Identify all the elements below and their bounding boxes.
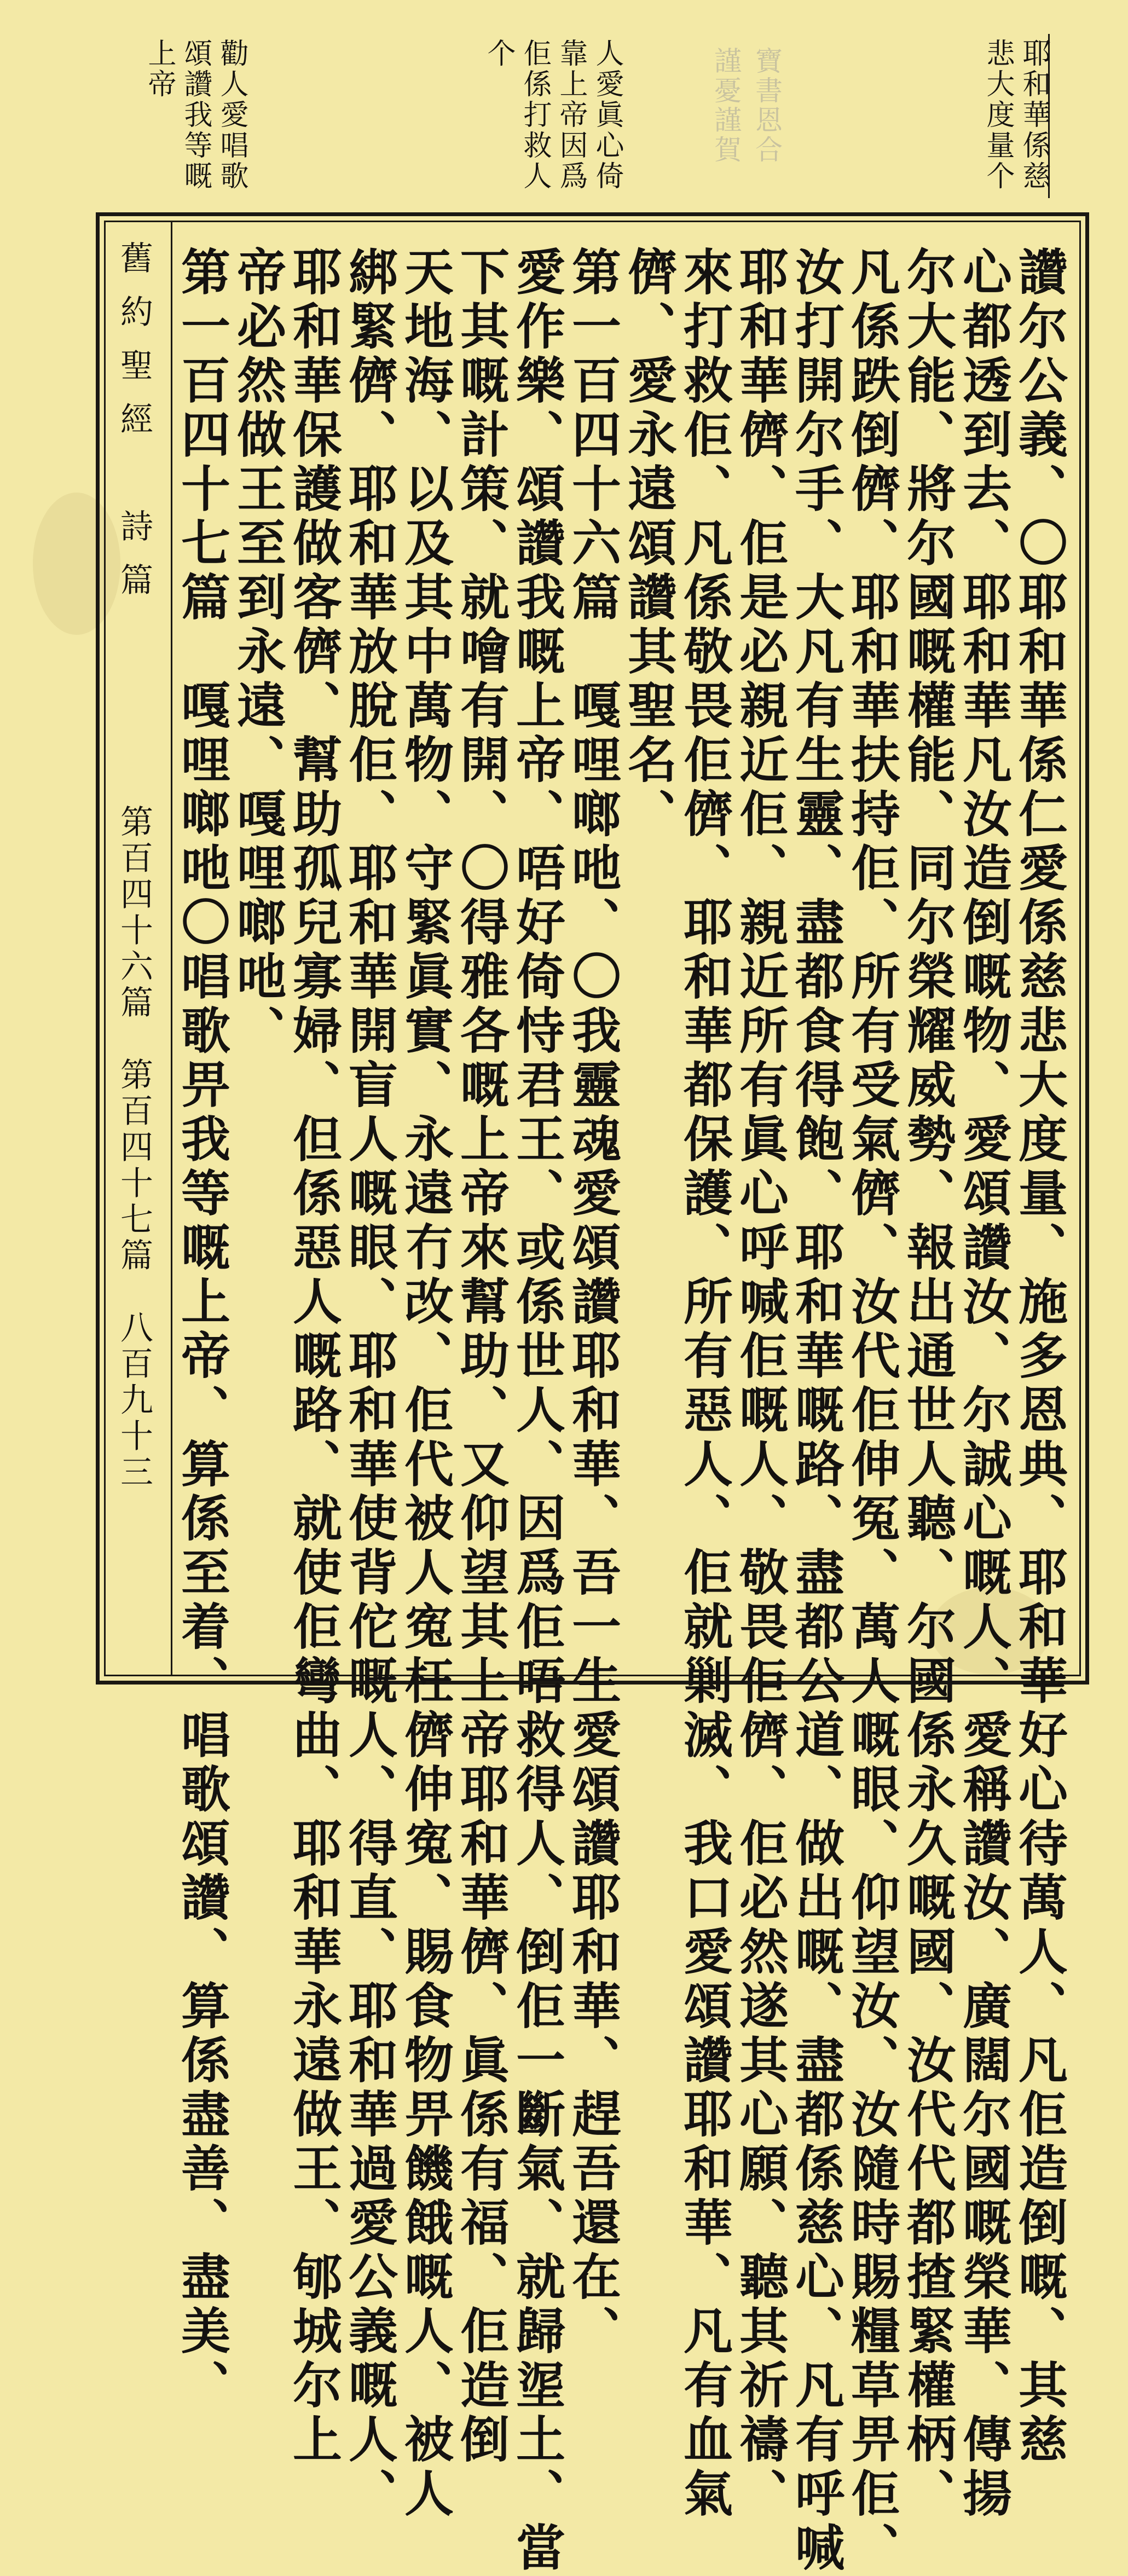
headnote-line: 佢係打救人 [518, 38, 551, 192]
headnote-line: 耶和華係慈 [1017, 38, 1050, 192]
text-column: 尔大能、將尔國嘅權能、同尔榮耀威勢、報出通世人聽、尔國係永久嘅國、汝代代都揸緊權柄、 [898, 246, 956, 2522]
text-column: 愛作樂、頌讚我嘅上帝、唔好倚恃君王、或係世人、因爲佢唔救得人、倒佢一斷氣、就歸埿土、當 [507, 246, 565, 2576]
headnote-left [141, 38, 250, 192]
text-column: 心都透到去、耶和華凡汝造倒嘅物、愛頌讚汝、尔誠心嘅人、愛稱讚汝、廣闊尔國嘅榮華、傳揚 [954, 246, 1012, 2522]
text-column: 天地海、以及其中萬物、守緊眞實、永遠冇改、佢代被人寃枉儕伸寃、賜食物畀饑餓嘅人、被人 [396, 246, 454, 2522]
text-column: 帝必然做王至到永遠、嘎哩啷吔、 [228, 246, 286, 1059]
headnote-line: 悲大度量个 [981, 38, 1014, 192]
text-column: 下其嘅計策、就噲有開、〇得雅各嘅上帝來幫助、又仰望其上帝耶和華儕、眞係有福、佢造倒 [452, 246, 510, 2468]
bleed-through-text: 謹憂謹賀 [710, 47, 742, 165]
chapter-147-heading-line: 第一百四十七篇 嘎哩啷吔〇唱歌畀我等嘅上帝、算係至着、唱歌頌讚、算係盡善、盡美、 [172, 246, 230, 2413]
text-column: 汝打開尔手、大凡有生靈、盡都食得飽、耶和華嘅路、盡都公道、做出嘅、盡都係慈心、凡有呼喊 [786, 246, 844, 2576]
headnote-middle [481, 38, 625, 192]
text-column: 耶和華保護做客儕、幫助孤兒寡婦、但係惡人嘅路、就使佢彎曲、耶和華永遠做王、郇城尔上 [284, 246, 342, 2468]
headnote-right [980, 38, 1052, 192]
chapter-146-heading-line: 第一百四十六篇 嘎哩啷吔、〇我靈魂愛頌讚耶和華、吾一生愛頌讚耶和華、趕吾還在、 [563, 246, 621, 2359]
text-column: 讚尔公義、〇耶和華係仁愛係慈悲大度量、施多恩典、耶和華好心待萬人、凡佢造倒嘅、其慈 [1010, 246, 1068, 2468]
headnote-line: 勸人愛唱歌 [215, 38, 248, 192]
text-column: 耶和華儕、佢是必親近佢、親近所有眞心呼喊佢嘅人、敬畏佢儕、佢必然遂其心願、聽其祈禱、 [731, 246, 789, 2522]
text-column: 凡係跌倒儕、耶和華扶持佢、所有受氣儕、汝代佢伸冤、萬人嘅眼、仰望汝、汝隨時賜糧草畀佢、 [842, 246, 900, 2576]
running-title: 舊約聖經 詩篇 [115, 241, 153, 616]
headnote-line: 靠上帝因爲 [554, 38, 587, 192]
text-column: 來打救佢、凡係敬畏佢儕、耶和華都保護、所有惡人、佢就剿滅、我口愛頌讚耶和華、凡有血氣 [675, 246, 733, 2522]
running-chapters: 第百四十六篇 第百四十七篇 八百九十三 [115, 804, 153, 1491]
headnote-line: 頌讚我等嘅 [179, 38, 212, 192]
bleed-through-text: 寶書恩合 [751, 47, 783, 165]
text-column: 綁緊儕、耶和華放脫佢、耶和華開盲人嘅眼、耶和華使背佗嘅人、得直、耶和華過愛公義嘅人、 [340, 246, 398, 2522]
headnote-line: 人愛眞心倚 [591, 38, 623, 192]
headnote-line: 个 [482, 38, 515, 69]
text-column: 儕、愛永遠頌讚其聖名、 [619, 246, 677, 842]
headnote-line: 上帝 [143, 38, 176, 100]
